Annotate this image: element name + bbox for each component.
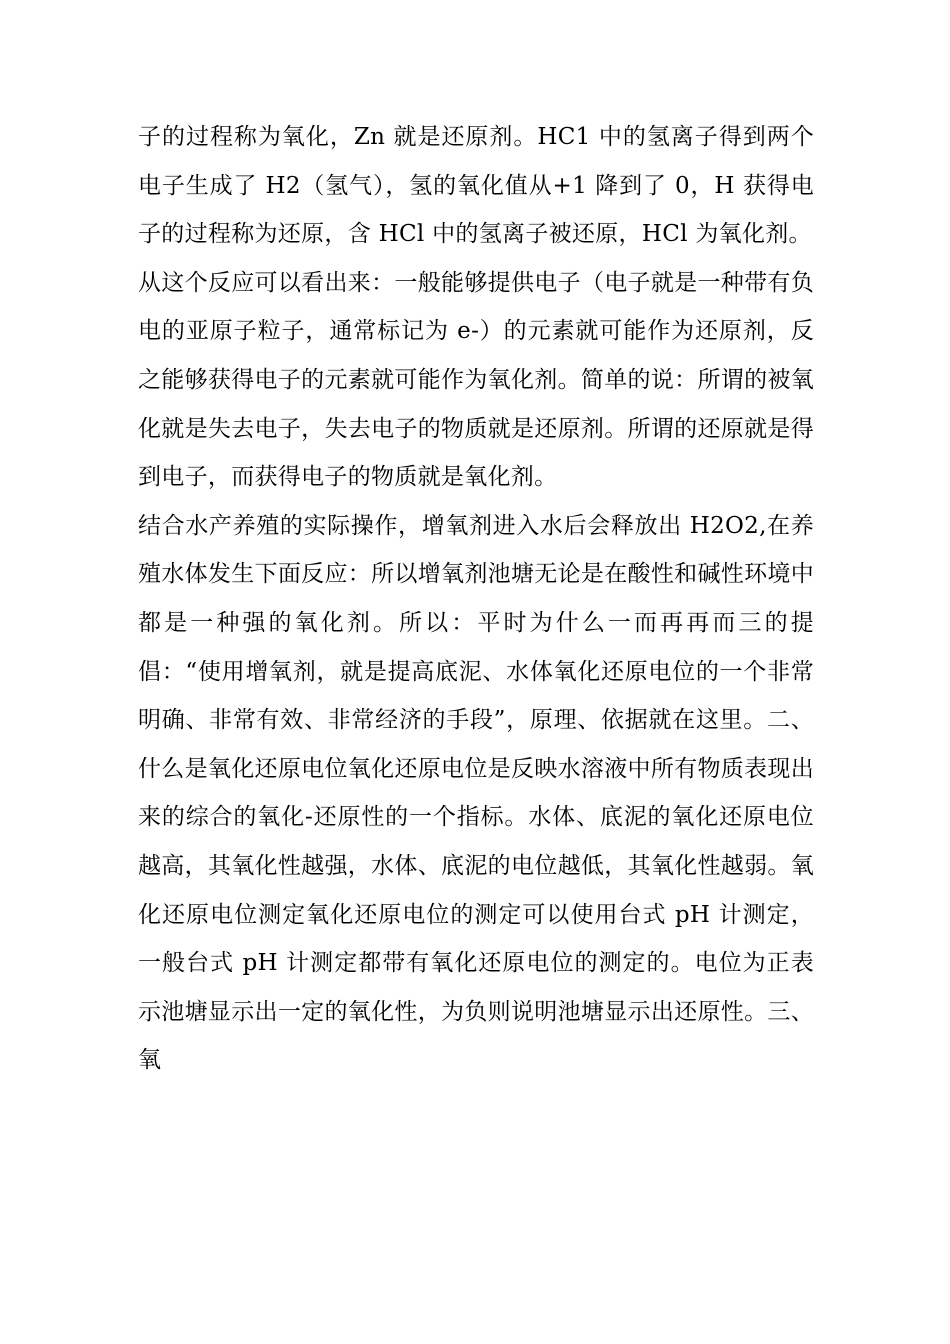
paragraph-reducing-agent: 从这个反应可以看出来：一般能够提供电子（电子就是一种带有负电的亚原子粒子，通常标记为 e-）的元素就可能作为还原剂，反之能够获得电子的元素就可能作为氧化剂。简单的说：所谓的被氧化就是失去电子，失去电子的物质就是还原剂。所谓的还原就是得到电子，而获得电子的物质就是氧化剂。 [138, 269, 814, 491]
paragraph-aquaculture-redox: 结合水产养殖的实际操作，增氧剂进入水后会释放出 H2O2,在养殖水体发生下面反应：所以增氧剂池塘无论是在酸性和碱性环境中都是一种强的氧化剂。所以：平时为什么一而再再而三的提倡：“使用增氧剂，就是提高底泥、水体氧化还原电位的一个非常明确、非常有效、非常经济的手段”，原理、依据就在这里。二、什么是氧化还原电位氧化还原电位是反映水溶液中所有物质表现出来的综合的氧化-还原性的一个指标。水体、底泥的氧化还原电位越高，其氧化性越强，水体、底泥的电位越低，其氧化性越弱。氧化还原电位测定氧化还原电位的测定可以使用台式 pH 计测定，一般台式 pH 计测定都带有氧化还原电位的测定的。电位为正表示池塘显示出一定的氧化性，为负则说明池塘显示出还原性。三、氧 [138, 512, 814, 1074]
paragraph-oxidation-definition: 子的过程称为氧化，Zn 就是还原剂。HC1 中的氢离子得到两个电子生成了 H2（氢气），氢的氧化值从+1 降到了 0，H 获得电子的过程称为还原，含 HCl 中的氢离子被还原，HCl 为氧化剂。 [138, 124, 814, 248]
document-body [138, 113, 814, 1085]
